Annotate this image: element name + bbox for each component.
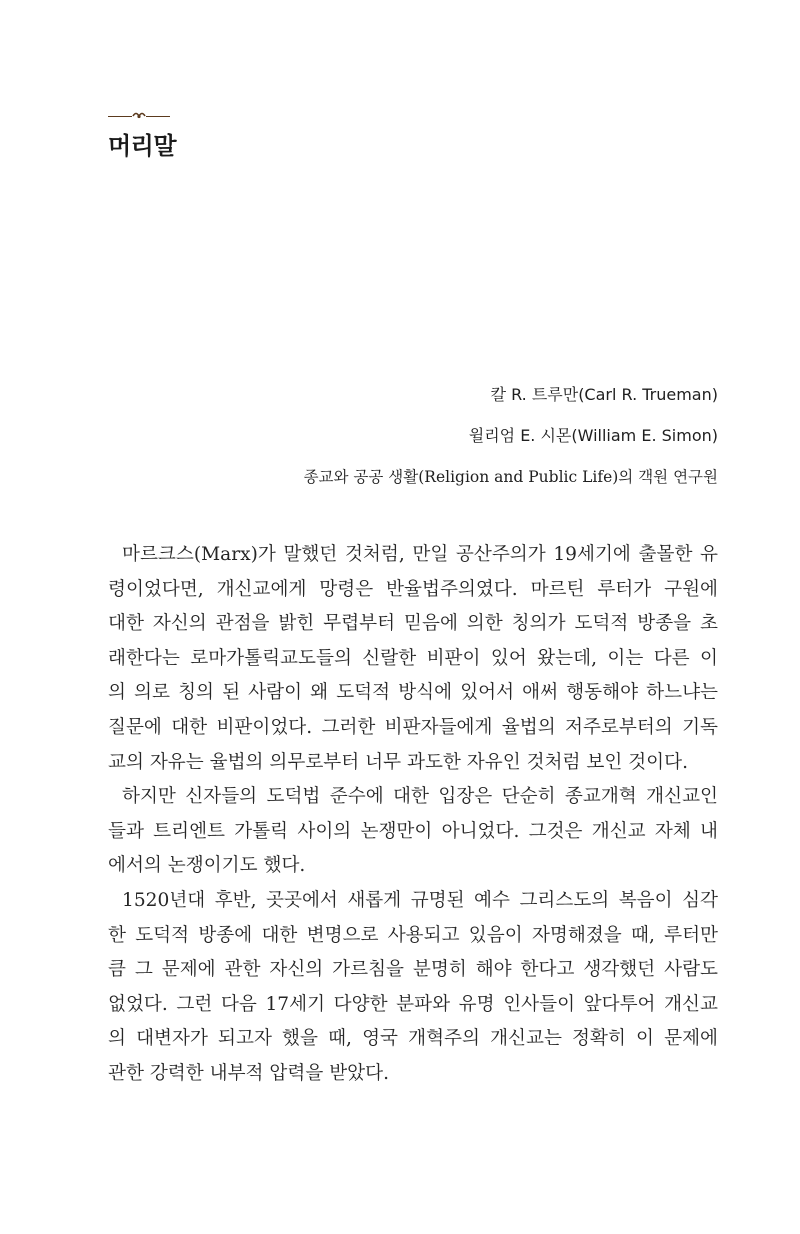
paragraph-line: 관한 강력한 내부적 압력을 받았다.	[108, 1062, 390, 1084]
paragraph-line: 의 의로 칭의 된 사람이 왜 도덕적 방식에 있어서 애써 행동해야 하느냐는	[108, 682, 718, 704]
ornament-divider	[108, 108, 170, 122]
paragraph-line: 1520년대 후반, 곳곳에서 새롭게 규명된 예수 그리스도의 복음이 심각	[122, 889, 718, 911]
paragraph-line: 래한다는 로마가톨릭교도들의 신랄한 비판이 있어 왔는데, 이는 다른 이	[108, 647, 718, 669]
ornament-divider-icon	[132, 108, 146, 122]
paragraph-line: 질문에 대한 비판이었다. 그러한 비판자들에게 율법의 저주로부터의 기독	[108, 716, 718, 738]
paragraph-line: 령이었다면, 개신교에게 망령은 반율법주의였다. 마르틴 루터가 구원에	[108, 578, 718, 600]
author-name: 윌리엄 E. 시몬(William E. Simon)	[468, 426, 718, 445]
paragraph-line: 에서의 논쟁이기도 했다.	[108, 855, 306, 877]
chapter-heading	[108, 108, 177, 161]
paragraph-line: 한 도덕적 방종에 대한 변명으로 사용되고 있음이 자명해졌을 때, 루터만	[108, 924, 718, 946]
paragraph-line: 큼 그 문제에 관한 자신의 가르침을 분명히 해야 한다고 생각했던 사람도	[108, 959, 718, 981]
author-affiliation: 종교와 공공 생활(Religion and Public Life)의 객원 연구원	[303, 468, 718, 486]
author-name: 칼 R. 트루만(Carl R. Trueman)	[490, 385, 718, 404]
page-title: 머리말	[108, 132, 177, 160]
paragraph-line: 하지만 신자들의 도덕법 준수에 대한 입장은 단순히 종교개혁 개신교인	[122, 786, 718, 808]
paragraph-line: 마르크스(Marx)가 말했던 것처럼, 만일 공산주의가 19세기에 출몰한 유	[122, 544, 718, 565]
paragraph-line: 들과 트리엔트 가톨릭 사이의 논쟁만이 아니었다. 그것은 개신교 자체 내	[108, 820, 718, 842]
paragraph-line: 없었다. 그런 다음 17세기 다양한 분파와 유명 인사들이 앞다투어 개신교	[108, 993, 718, 1015]
body-text	[108, 538, 718, 1092]
author-credits	[304, 385, 718, 487]
paragraph-line: 대한 자신의 관점을 밝힌 무렵부터 믿음에 의한 칭의가 도덕적 방종을 초	[108, 613, 718, 635]
paragraph-line: 의 대변자가 되고자 했을 때, 영국 개혁주의 개신교는 정확히 이 문제에	[108, 1028, 718, 1050]
paragraph-line: 교의 자유는 율법의 의무로부터 너무 과도한 자유인 것처럼 보인 것이다.	[108, 751, 688, 773]
